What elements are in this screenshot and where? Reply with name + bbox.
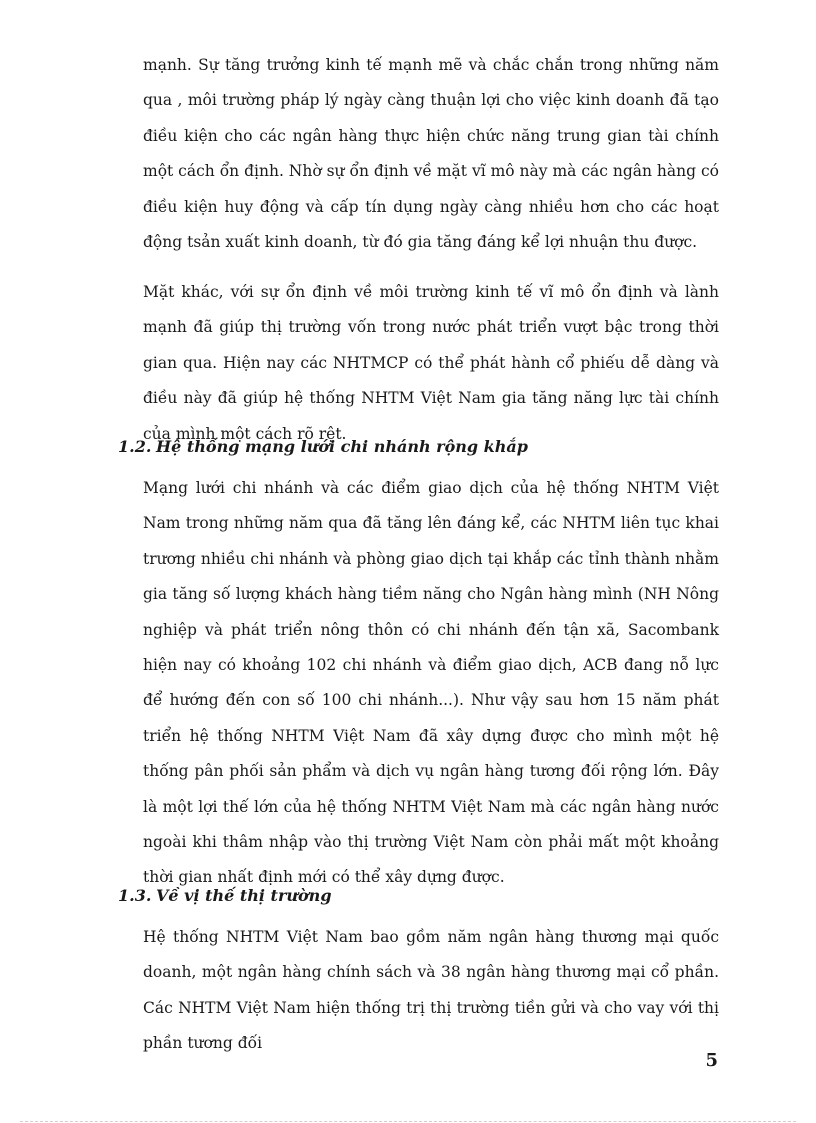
section-title: Hệ thống mạng lưới chi nhánh rộng khắp (156, 437, 528, 456)
section-title: Về vị thế thị trường (156, 886, 332, 905)
section-number: 1.2. (118, 437, 152, 456)
section-heading-1-2 (118, 435, 718, 459)
section-heading-1-3 (118, 884, 718, 908)
paragraph-capital-market: Mặt khác, với sự ổn định về môi trường kinh tế vĩ mô ổn định và lành mạnh đã giúp thị trường vốn trong nước phát triển vượt bậc trong thời gian qua. Hiện nay các NHTMCP có thể phát hành cổ phiếu dễ dàng và điều này đã giúp hệ thống NHTM Việt Nam gia tăng năng lực tài chính của mình một cách rõ rệt. (143, 283, 719, 443)
paragraph-branch-network: Mạng lưới chi nhánh và các điểm giao dịch của hệ thống NHTM Việt Nam trong những năm qua đã tăng lên đáng kể, các NHTM liên tục khai trương nhiều chi nhánh và phòng giao dịch tại khắp các tỉnh thành nhằm gia tăng số lượng khách hàng tiềm năng cho Ngân hàng mình (NH Nông nghiệp và phát triển nông thôn có chi nhánh đến tận xã, Sacombank hiện nay có khoảng 102 chi nhánh và điểm giao dịch, ACB đang nỗ lực để hướng đến con số 100 chi nhánh...). Như vậy sau hơn 15 năm phát triển hệ thống NHTM Việt Nam đã xây dựng được cho mình một hệ thống pân phối sản phẩm và dịch vụ ngân hàng tương đối rộng lớn. Đây là một lợi thế lớn của hệ thống NHTM Việt Nam mà các ngân hàng nước ngoài khi thâm nhập vào thị trường Việt Nam còn phải mất một khoảng thời gian nhất định mới có thể xây dựng được. (143, 479, 719, 887)
section-number: 1.3. (118, 886, 152, 905)
paragraph-market-position: Hệ thống NHTM Việt Nam bao gồm năm ngân hàng thương mại quốc doanh, một ngân hàng chính sách và 38 ngân hàng thương mại cổ phần. Các NHTM Việt Nam hiện thống trị thị trường tiền gửi và cho vay với thị phần tương đối (143, 928, 719, 1053)
page-bottom-divider (20, 1121, 796, 1122)
paragraph-intro-continuation: mạnh. Sự tăng trưởng kinh tế mạnh mẽ và chắc chắn trong những năm qua , môi trường pháp lý ngày càng thuận lợi cho việc kinh doanh đã tạo điều kiện cho các ngân hàng thực hiện chức năng trung gian tài chính một cách ổn định. Nhờ sự ổn định về mặt vĩ mô này mà các ngân hàng có điều kiện huy động và cấp tín dụng ngày càng nhiều hơn cho các hoạt động tsản xuất kinh doanh, từ đó gia tăng đáng kể lợi nhuận thu được. (143, 56, 719, 252)
page-number: 5 (705, 1050, 718, 1071)
